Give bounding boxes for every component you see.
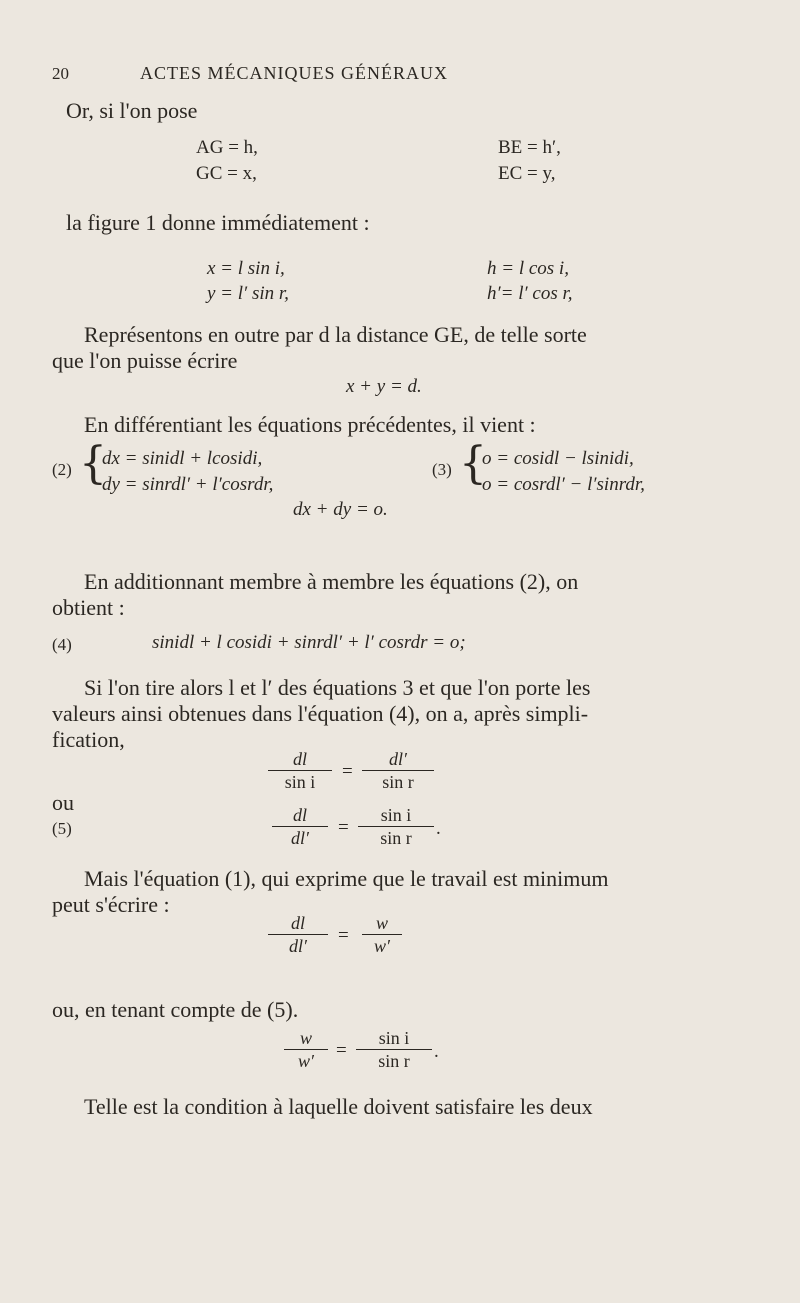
- def-gc: GC = x,: [196, 163, 257, 184]
- system-o1: o = cosidl − lsinidi,: [482, 448, 634, 469]
- fraction-d-right-num: sin i: [378, 1028, 410, 1048]
- paragraph-6-line-1: Si l'on tire alors l et l′ des équations 3 et que l'on porte les: [84, 675, 591, 700]
- fraction-5-left: [272, 804, 328, 849]
- fraction-c-left-den: dl′: [268, 934, 328, 957]
- system-total: dx + dy = o.: [293, 499, 388, 520]
- paragraph-6-line-2: valeurs ainsi obtenues dans l'équation (4), on a, après simpli-: [52, 701, 589, 726]
- system-dx: dx = sinidl + lcosidi,: [102, 448, 263, 469]
- fraction-c-right: [362, 912, 402, 957]
- system-dy: dy = sinrdl′ + l′cosrdr,: [102, 474, 274, 495]
- fraction-d-period: .: [434, 1041, 439, 1062]
- def-ag: AG = h,: [196, 137, 258, 158]
- fraction-c-left-num: dl: [290, 913, 305, 933]
- fraction-d-equals: =: [336, 1040, 347, 1061]
- paragraph-1: Or, si l'on pose: [66, 98, 198, 123]
- def-ec: EC = y,: [498, 163, 556, 184]
- paragraph-5-line-1: En additionnant membre à membre les équations (2), on: [84, 569, 579, 594]
- fraction-d-left: [284, 1027, 328, 1072]
- fraction-c-left: [268, 912, 328, 957]
- fraction-5-right: [358, 804, 434, 849]
- equation-sum: x + y = d.: [346, 376, 422, 397]
- brace-3: {: [459, 438, 487, 489]
- fraction-a-right: [362, 748, 434, 793]
- page-number: 20: [52, 64, 69, 83]
- conjunction-ou-1: ou: [52, 790, 74, 815]
- equation-label-5: (5): [52, 819, 72, 838]
- fraction-d-right: [356, 1027, 432, 1072]
- fraction-c-equals: =: [338, 925, 349, 946]
- trig-h: h = l cos i,: [487, 258, 569, 279]
- fraction-d-left-den: w′: [284, 1049, 328, 1072]
- trig-y: y = l′ sin r,: [207, 283, 289, 304]
- fraction-5-left-den: dl′: [272, 826, 328, 849]
- fraction-d-left-num: w: [299, 1028, 312, 1048]
- paragraph-7-line-2: peut s'écrire :: [52, 892, 170, 917]
- paragraph-2: la figure 1 donne immédiatement :: [66, 210, 370, 235]
- fraction-5-right-num: sin i: [380, 805, 412, 825]
- fraction-5-period: .: [436, 818, 441, 839]
- paragraph-4: En différentiant les équations précédentes, il vient :: [84, 412, 536, 437]
- brace-2: {: [79, 438, 107, 489]
- fraction-c-right-num: w: [375, 913, 388, 933]
- paragraph-3-line-2: que l'on puisse écrire: [52, 348, 238, 373]
- def-be: BE = h′,: [498, 137, 561, 158]
- fraction-d-right-den: sin r: [356, 1049, 432, 1072]
- fraction-c-right-den: w′: [362, 934, 402, 957]
- trig-x: x = l sin i,: [207, 258, 285, 279]
- system-o2: o = cosrdl′ − l′sinrdr,: [482, 474, 645, 495]
- fraction-a-left-den: sin i: [268, 770, 332, 793]
- paragraph-7-line-1: Mais l'équation (1), qui exprime que le travail est minimum: [84, 866, 609, 891]
- paragraph-8: ou, en tenant compte de (5).: [52, 997, 299, 1022]
- equation-4: sinidl + l cosidi + sinrdl′ + l′ cosrdr = o;: [152, 632, 466, 653]
- fraction-a-equals: =: [342, 761, 353, 782]
- equation-label-3: (3): [432, 460, 452, 479]
- paragraph-5-line-2: obtient :: [52, 595, 125, 620]
- paragraph-9: Telle est la condition à laquelle doivent satisfaire les deux: [84, 1094, 593, 1119]
- trig-hp: h′= l′ cos r,: [487, 283, 573, 304]
- paragraph-6-line-3: fication,: [52, 727, 125, 752]
- equation-label-4: (4): [52, 635, 72, 654]
- paragraph-3-line-1: Représentons en outre par d la distance GE, de telle sorte: [84, 322, 587, 347]
- fraction-a-left: [268, 748, 332, 793]
- fraction-5-equals: =: [338, 817, 349, 838]
- fraction-5-right-den: sin r: [358, 826, 434, 849]
- fraction-5-left-num: dl: [292, 805, 307, 825]
- fraction-a-left-num: dl: [292, 749, 307, 769]
- fraction-a-right-den: sin r: [362, 770, 434, 793]
- running-title: ACTES MÉCANIQUES GÉNÉRAUX: [140, 63, 448, 83]
- fraction-a-right-num: dl′: [389, 749, 407, 769]
- equation-label-2: (2): [52, 460, 72, 479]
